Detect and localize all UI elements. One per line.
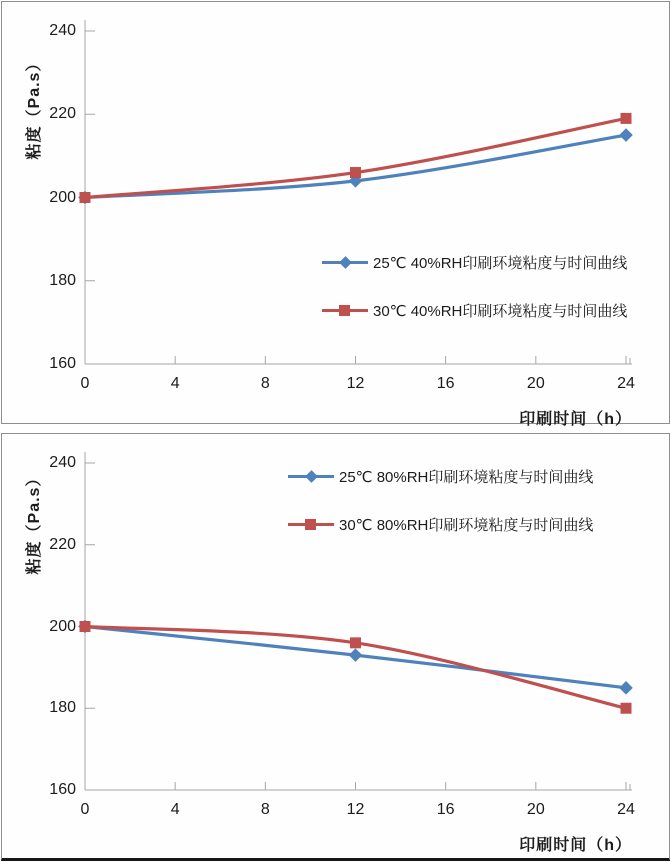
x-tick-label: 16 — [436, 801, 455, 818]
x-tick-label: 16 — [436, 375, 455, 392]
plot-area-40rh — [2, 2, 669, 423]
diamond-data-marker — [619, 681, 633, 695]
square-marker-icon — [288, 517, 334, 531]
legend — [288, 466, 593, 534]
y-tick-label: 180 — [49, 699, 76, 717]
x-axis-title: 印刷时间（h） — [519, 837, 632, 854]
y-axis-title: 粘度（Pa.s） — [26, 54, 43, 160]
legend-item — [322, 252, 627, 272]
x-tick-label: 8 — [260, 375, 270, 392]
legend-item — [288, 514, 593, 534]
diamond-marker-icon — [322, 255, 368, 269]
x-tick-label: 12 — [346, 375, 365, 392]
x-tick-label: 0 — [80, 801, 90, 818]
legend-label: 30℃ 40%RH印刷环境粘度与时间曲线 — [373, 302, 628, 320]
legend-label: 25℃ 40%RH印刷环境粘度与时间曲线 — [373, 254, 628, 272]
y-tick-label: 160 — [49, 355, 76, 372]
x-axis-title: 印刷时间（h） — [519, 411, 632, 428]
y-tick-label: 240 — [49, 454, 76, 471]
legend-label: 25℃ 80%RH印刷环境粘度与时间曲线 — [339, 468, 594, 486]
square-data-marker — [350, 637, 361, 648]
diamond-data-marker — [619, 128, 633, 142]
legend-label: 30℃ 80%RH印刷环境粘度与时间曲线 — [339, 516, 594, 534]
square-data-marker — [621, 703, 632, 714]
x-tick-label: 12 — [346, 801, 365, 818]
square-data-marker — [80, 192, 91, 203]
viscosity-chart-80rh — [1, 433, 670, 861]
x-tick-label: 4 — [170, 801, 180, 818]
legend-item — [288, 466, 593, 486]
legend — [322, 252, 627, 320]
x-tick-label: 24 — [617, 375, 635, 392]
x-tick-label: 4 — [170, 375, 180, 392]
y-tick-label: 180 — [49, 271, 76, 289]
x-tick-label: 0 — [80, 375, 90, 392]
y-tick-label: 220 — [49, 535, 76, 553]
diamond-marker-icon — [288, 469, 334, 483]
y-tick-label: 240 — [49, 22, 76, 39]
legend-item — [322, 300, 627, 320]
square-data-marker — [621, 113, 632, 124]
viscosity-chart-40rh — [1, 1, 670, 428]
y-tick-label: 220 — [49, 105, 76, 123]
y-axis-title: 粘度（Pa.s） — [26, 469, 43, 575]
square-data-marker — [350, 167, 361, 178]
x-tick-label: 24 — [617, 801, 635, 818]
y-tick-label: 160 — [49, 781, 76, 798]
y-tick-label: 200 — [49, 617, 76, 635]
square-data-marker — [80, 621, 91, 632]
y-tick-label: 200 — [49, 188, 76, 206]
square-marker-icon — [322, 303, 368, 317]
x-tick-label: 8 — [260, 801, 270, 818]
x-tick-label: 20 — [526, 801, 545, 818]
diamond-data-marker — [349, 648, 363, 662]
series-line-0 — [85, 135, 626, 197]
x-tick-label: 20 — [526, 375, 545, 392]
